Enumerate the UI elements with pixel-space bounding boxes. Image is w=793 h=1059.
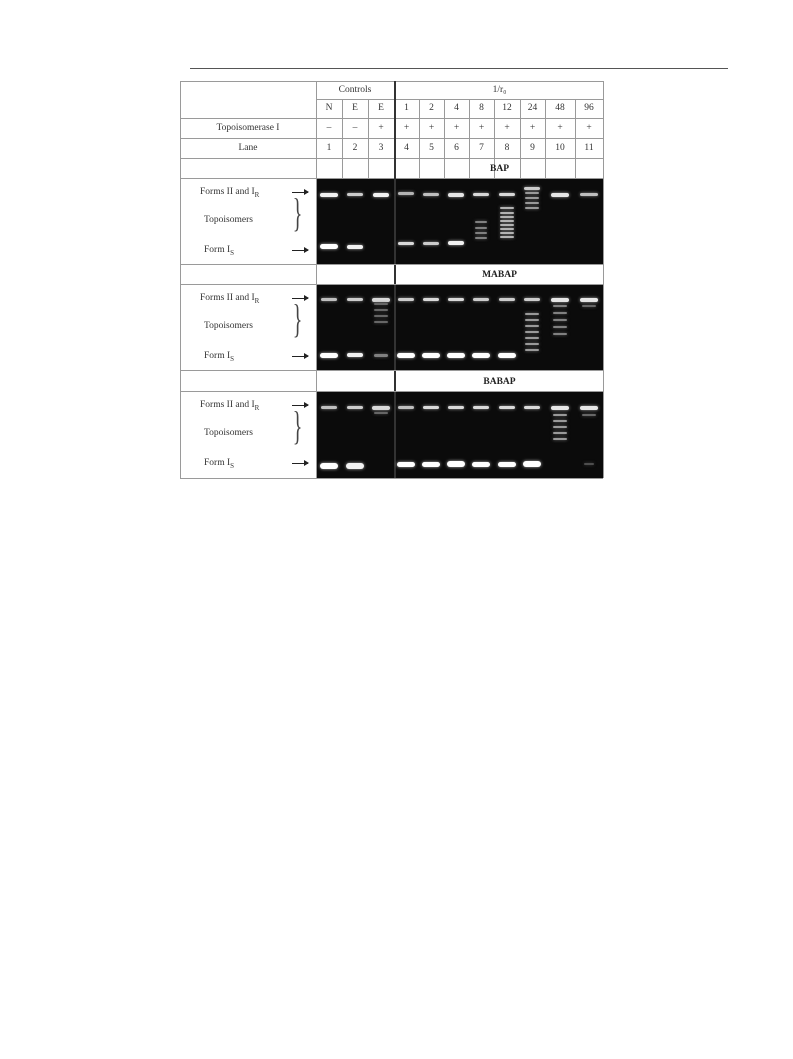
gel-band (472, 462, 490, 467)
gel-band (423, 242, 439, 245)
lane-number: 6 (454, 143, 459, 153)
gel-band (500, 236, 514, 238)
topo-value: – (352, 123, 358, 133)
gel-band (500, 232, 514, 234)
gel-band (498, 353, 516, 358)
lane-number: 10 (555, 143, 565, 153)
topo-value: + (453, 123, 460, 133)
panel-title-babap: BABAP (483, 377, 516, 387)
gel-band (398, 298, 414, 301)
gel-band (475, 232, 487, 234)
gel-band (321, 298, 337, 301)
gel-band (524, 298, 540, 301)
gel-band (320, 353, 338, 358)
control-e2: E (378, 103, 384, 113)
topo-value: + (586, 123, 592, 133)
gel-band (580, 406, 598, 410)
label-form-is: Form $I_S$ (204, 351, 235, 363)
gel-band (499, 193, 515, 196)
ratio-1: 1 (404, 103, 409, 113)
gel-band (525, 319, 539, 321)
panel-title-mabap: MABAP (482, 270, 517, 280)
lane-number: 7 (479, 143, 484, 153)
gel-band (398, 242, 414, 245)
gel-band (374, 354, 388, 357)
gel-band (553, 438, 567, 440)
lane-number: 1 (326, 143, 332, 153)
gel-band (553, 305, 567, 307)
gel-band (423, 193, 439, 196)
ratio-header: 1/r₀ (492, 85, 507, 95)
label-forms-ii-ir: Forms II and $I_R$ (200, 400, 260, 412)
gel-band (499, 406, 515, 409)
lane-row-label: Lane (238, 143, 258, 153)
lane-number: 5 (429, 143, 434, 153)
topo-value: + (557, 123, 563, 133)
gel-band (397, 353, 415, 358)
gel-band (553, 326, 567, 328)
ratio-24: 24 (527, 103, 538, 113)
gel-band (525, 202, 539, 204)
lane-number: 9 (530, 143, 535, 153)
gel-band (580, 298, 598, 302)
gel-band (580, 193, 598, 196)
label-form-is: Form $I_S$ (204, 458, 235, 470)
gel-band (500, 207, 514, 209)
gel-band (397, 462, 415, 467)
frame-left (180, 81, 181, 478)
gel-band (422, 353, 440, 358)
gel-band (374, 309, 388, 311)
gel-band (553, 420, 567, 422)
ratio-96: 96 (584, 103, 594, 113)
controls-header: Controls (338, 85, 372, 95)
lane-number: 11 (584, 143, 594, 153)
gel-band (523, 461, 541, 467)
gel-band (374, 412, 388, 414)
gel-band (422, 462, 440, 467)
gel-band (473, 298, 489, 301)
gel-band (372, 298, 390, 302)
gel-band (499, 298, 515, 301)
gel-band (500, 216, 514, 218)
panel-title-bap: BAP (490, 164, 509, 174)
gel-band (475, 237, 487, 239)
gel-band (447, 461, 465, 467)
gel-band (584, 463, 594, 465)
gel-band (524, 406, 540, 409)
gel-band (347, 298, 363, 301)
gel-band (525, 325, 539, 327)
ratio-48: 48 (555, 103, 565, 113)
ratio-2: 2 (429, 103, 434, 113)
gel-band (347, 353, 363, 357)
gel-band (347, 406, 363, 409)
gel-band (475, 227, 487, 229)
gel-band (551, 406, 569, 410)
brace-icon: } (292, 296, 303, 341)
gel-band (500, 220, 514, 222)
label-forms-ii-ir: Forms II and $I_R$ (200, 293, 260, 305)
gel-band (553, 319, 567, 321)
ratio-4: 4 (454, 103, 459, 113)
gel-band (347, 193, 363, 196)
gel-band (553, 414, 567, 416)
gel-band (553, 426, 567, 428)
gel-band (524, 187, 540, 190)
gel-band (525, 331, 539, 333)
lane-number: 4 (404, 143, 409, 153)
topo-value: + (478, 123, 485, 133)
gel-band (373, 193, 389, 197)
gel-band (475, 221, 487, 223)
gel-band (500, 224, 514, 226)
gel-figure (180, 81, 603, 478)
gel-band (473, 193, 489, 196)
gel-band (372, 406, 390, 410)
arrow-bottom-icon (292, 463, 308, 464)
lane-number: 2 (352, 143, 358, 153)
gel-band (525, 192, 539, 194)
topo-value: + (428, 123, 435, 133)
gel-band (525, 343, 539, 345)
gel-band (320, 463, 338, 469)
gel-band (525, 349, 539, 351)
gel-band (347, 245, 363, 249)
gel-band (320, 244, 338, 249)
frame-bottom (180, 478, 603, 479)
gel-band (525, 197, 539, 199)
gel-band (553, 312, 567, 314)
gel-band (346, 463, 364, 469)
topo-value: + (378, 123, 384, 133)
gel-band (472, 353, 490, 358)
gel-band (551, 298, 569, 302)
topo-value: – (326, 123, 332, 133)
gel-band (525, 313, 539, 315)
gel-band (553, 333, 567, 335)
gel-band (525, 207, 539, 209)
gel-band (398, 406, 414, 409)
gel-band (473, 406, 489, 409)
gel-band (321, 406, 337, 409)
topo-value: + (529, 123, 536, 133)
label-topoisomers: Topoisomers (204, 321, 253, 331)
gel-band (423, 298, 439, 301)
label-topoisomers: Topoisomers (204, 215, 253, 225)
gel-band (320, 193, 338, 197)
page-header-rule (190, 68, 728, 69)
gel-band (500, 212, 514, 214)
gel-band (525, 337, 539, 339)
gel-band (553, 432, 567, 434)
gel-band (374, 303, 388, 305)
control-n: N (325, 103, 333, 113)
gel-band (582, 414, 596, 416)
arrow-bottom-icon (292, 250, 308, 251)
topo-value: + (504, 123, 510, 133)
gel-band (448, 298, 464, 301)
ratio-12: 12 (502, 103, 512, 113)
frame-right (603, 81, 604, 478)
gel-band (447, 353, 465, 358)
gel-band (423, 406, 439, 409)
gel-band (398, 192, 414, 195)
gel-bap-controls (317, 179, 394, 264)
gel-band (374, 315, 388, 317)
topo-row-label: Topoisomerase I (216, 123, 280, 133)
gel-band (498, 462, 516, 467)
label-forms-ii-ir: Forms II and $I_R$ (200, 187, 260, 199)
gel-band (500, 228, 514, 230)
gel-band (374, 321, 388, 323)
frame-top (180, 81, 603, 82)
arrow-bottom-icon (292, 356, 308, 357)
lane-number: 8 (504, 143, 510, 153)
brace-icon: } (292, 190, 303, 235)
gel-band (448, 241, 464, 245)
label-topoisomers: Topoisomers (204, 428, 253, 438)
gel-band (582, 305, 596, 307)
label-form-is: Form $I_S$ (204, 245, 235, 257)
topo-value: + (403, 123, 410, 133)
gel-band (448, 406, 464, 409)
lane-number: 3 (378, 143, 384, 153)
ratio-8: 8 (479, 103, 484, 113)
control-e1: E (352, 103, 358, 113)
gel-band (551, 193, 569, 197)
brace-icon: } (292, 403, 303, 448)
gel-band (448, 193, 464, 197)
